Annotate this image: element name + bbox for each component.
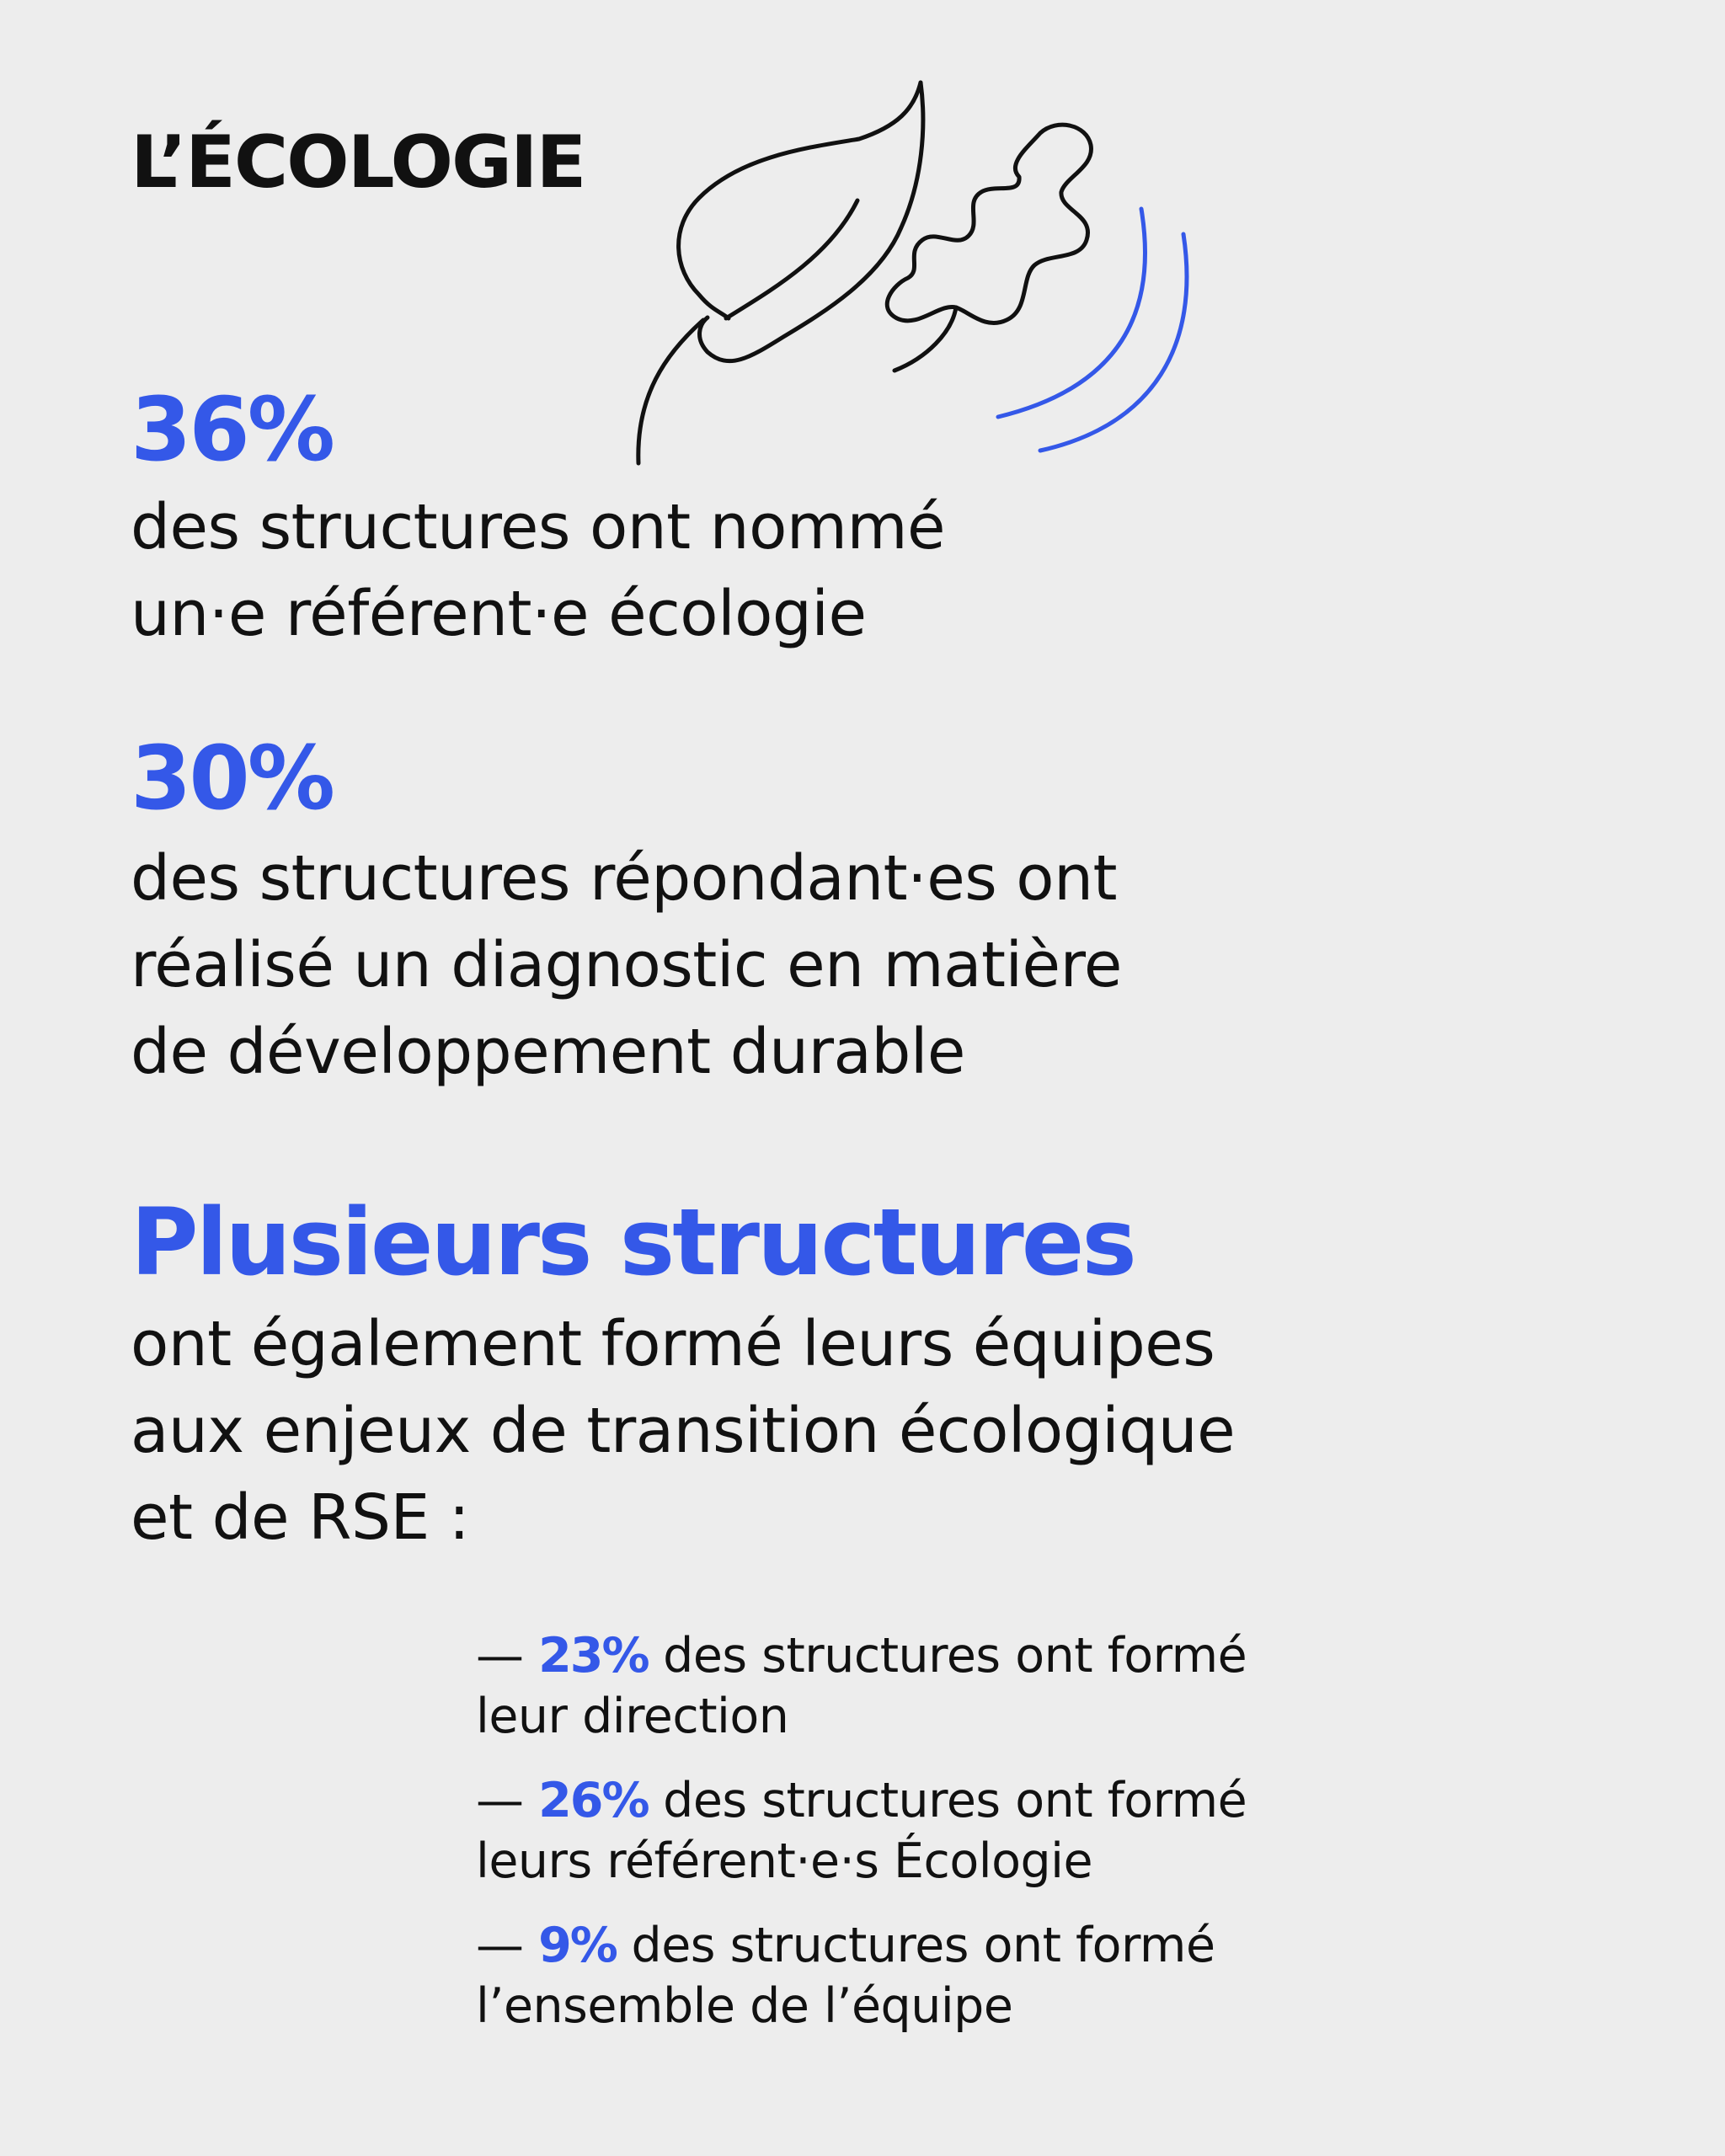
stat-description-1: des structures ont nommé un·e référent·e écologie: [131, 491, 946, 650]
wind-arc-inner: [998, 209, 1145, 417]
stat-description-2: des structures répondant·es ont réalisé un diagnostic en matière de développement durable: [131, 842, 1122, 1088]
bullet-percentage: 26%: [538, 1773, 649, 1828]
bullet-text-line2: leurs référent·e·s Écologie: [476, 1833, 1093, 1889]
page-title: L’ÉCOLOGIE: [131, 120, 585, 205]
oak-leaf-outline: [887, 125, 1091, 323]
bullet-percentage: 9%: [538, 1918, 617, 1973]
bullet-dash: —: [476, 1918, 524, 1973]
leaf-illustration-icon: [623, 76, 1213, 480]
stat-value-30: 30%: [131, 727, 333, 830]
list-item: [476, 1770, 1487, 1892]
leaf-outline: [679, 83, 921, 318]
training-stats-list: [476, 1625, 1487, 2060]
leaf-stem: [638, 320, 703, 463]
bullet-percentage: 23%: [538, 1628, 649, 1684]
list-item: [476, 1915, 1487, 2036]
list-item: [476, 1625, 1487, 1747]
bullet-text: des structures ont formé: [616, 1918, 1215, 1973]
bullet-text-line2: leur direction: [476, 1689, 789, 1744]
bullet-dash: —: [476, 1628, 524, 1684]
bullet-text: des structures ont formé: [648, 1628, 1247, 1684]
highlight-description: ont également formé leurs équipes aux enjeux de transition écologique et de RSE :: [131, 1308, 1236, 1554]
wind-arc-outer: [1040, 234, 1187, 451]
bullet-dash: —: [476, 1773, 524, 1828]
stat-value-36: 36%: [131, 378, 333, 481]
bullet-text-line2: l’ensemble de l’équipe: [476, 1978, 1013, 2034]
bullet-text: des structures ont formé: [648, 1773, 1247, 1828]
highlight-title: Plusieurs structures: [131, 1188, 1135, 1296]
